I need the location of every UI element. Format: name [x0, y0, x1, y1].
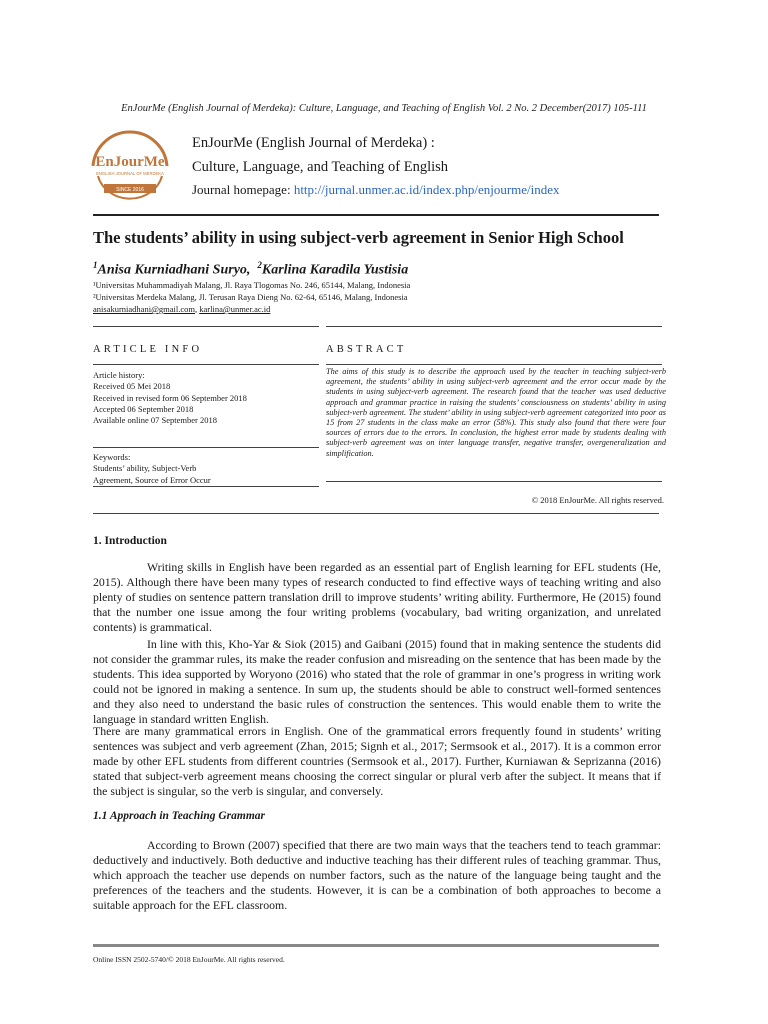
author2-sup: 2 — [257, 260, 262, 270]
abstract-top-rule — [326, 326, 662, 327]
paragraph-2: In line with this, Kho-Yar & Siok (2015) and Gaibani (2015) found that in making sentence the students did not consider the grammar rules, its make the reader confusion and misreading on the sentence that has been made by the students. This idea supported by Woryono (2016) who stated that the role of grammar in one’s progress in writing work could not be ignored in making a sentence. In sum up, the students should be able to construct well-formed sentences and they also need to understand the basic rules of construction the sentences. This would enable them to write the language in standard written English. — [93, 637, 661, 727]
journal-homepage — [192, 182, 560, 198]
keywords-label: Keywords: — [93, 452, 131, 462]
paragraph-3: There are many grammatical errors in English. One of the grammatical errors frequently found in students’ writing sentences was subject and verb agreement (Zhan, 2015; Signh et al., 2017; Sermsook et al., 2017). It is a common error made by other EFL students from different countries (Sermsook et al., 2017). Further, Kurniawan & Seprizanna (2016) stated that subject-verb agreement means choosing the correct singular or plural verb after the subject. It means that if the subject is singular, so the verb is singular, and conversely. — [93, 724, 661, 799]
date-received: Received 05 Mei 2018 — [93, 381, 171, 392]
logo-subtext: ENGLISH JOURNAL OF MERDEKA — [96, 171, 164, 176]
email-separator: , — [195, 304, 200, 314]
history-label: Article history: — [93, 370, 145, 380]
author-emails — [93, 304, 270, 314]
copyright: © 2018 EnJourMe. All rights reserved. — [531, 495, 664, 505]
date-revised: Received in revised form 06 September 2018 — [93, 392, 247, 403]
abstract-text: The aims of this study is to describe the approach used by the teacher in teaching subject-verb agreement, the students’ ability in using subject-verb agreement and the error occur made by the students in using subject-verb agreement. The research found that the teacher was used deductive approach and grammar practice in raising the students’ consciousness on students’ ability in using subject-verb agreement. The student’ ability in using subject-verb agreement categorized into poor as 15 from 27 students in the class make an error (58%). This study also found that there were four sources of errors due to the errors. In conclusion, the highest error made by students dealing with subject-verb agreement was on inter language transfer, negative transfer, overgeneralization and simplification. — [326, 367, 666, 458]
logo-since: SINCE 2016 — [116, 187, 144, 193]
abstract-section-rule — [93, 513, 659, 514]
footer-issn: Online ISSN 2502-5740/© 2018 EnJourMe. All rights reserved. — [93, 955, 285, 964]
paragraph-1: Writing skills in English have been regarded as an essential part of English learning for EFL students (He, 2015). Although there have been many types of research conducted to find effective ways of teaching writing and also plenty of studies on sentence pattern translation drill to improve students’ writing ability. Furthermore, He (2015) found that the number one issue among the four writing problems (vocabulary, bad writing organization, and unrelated contents) is grammatical. — [93, 560, 661, 635]
info-label-rule — [93, 364, 319, 365]
paragraph-4: According to Brown (2007) specified that there are two main ways that the teachers tend to teach grammar: deductively and inductively. Both deductive and inductive teaching has their different rules of teaching grammar. Thus, which approach the teacher use depends on number factors, such as the nature of the language being taught and the preferences of the teachers and the students. However, it is can be a combination of both approaches to become a suitable approach for the EFL classroom. — [93, 838, 661, 913]
history-block — [93, 370, 247, 426]
info-top-rule — [93, 326, 319, 327]
keywords-block — [93, 452, 211, 486]
logo-wordmark: EnJourMe — [95, 154, 165, 170]
footer-divider — [93, 944, 659, 947]
date-online: Available online 07 September 2018 — [93, 415, 218, 426]
journal-logo — [90, 130, 170, 204]
journal-title: EnJourMe (English Journal of Merdeka) : — [192, 135, 435, 151]
homepage-link[interactable]: http://jurnal.unmer.ac.id/index.php/enjourme/index — [293, 182, 560, 197]
keywords-line-1: Students’ ability, Subject-Verb — [93, 463, 197, 474]
intro-heading: 1. Introduction — [93, 535, 167, 547]
author2: Karlina Karadila Yustisia — [261, 262, 409, 278]
homepage-label: Journal homepage: — [192, 182, 294, 197]
keywords-rule — [93, 447, 319, 448]
abstract-label-rule — [326, 364, 662, 365]
abstract-bottom-rule — [326, 481, 662, 482]
paper-title: The students’ ability in using subject-verb agreement in Senior High School — [93, 228, 624, 247]
header-divider — [93, 214, 659, 216]
journal-subtitle: Culture, Language, and Teaching of English — [192, 159, 449, 175]
affiliation-1: ¹Universitas Muhammadiyah Malang, Jl. Raya Tlogomas No. 246, 65144, Malang, Indonesia — [93, 280, 411, 290]
author1-sup: 1 — [93, 260, 98, 270]
email-link-2[interactable]: karlina@unmer.ac.id — [199, 304, 271, 314]
keywords-line-2: Agreement, Source of Error Occur — [93, 474, 211, 485]
subsection-heading: 1.1 Approach in Teaching Grammar — [93, 810, 265, 822]
abstract-label: ABSTRACT — [326, 344, 407, 355]
running-head: EnJourMe (English Journal of Merdeka): Culture, Language, and Teaching of English Vol. 2 No. 2 December(2017) 105-111 — [121, 103, 647, 114]
info-bottom-rule — [93, 486, 319, 487]
email-link-1[interactable]: anisakurniadhani@gmail.com — [93, 304, 196, 314]
journal-header — [90, 128, 690, 208]
date-accepted: Accepted 06 September 2018 — [93, 403, 194, 414]
article-info-label: ARTICLE INFO — [93, 344, 203, 355]
affiliation-2: ²Universitas Merdeka Malang, Jl. Terusan Raya Dieng No. 62-64, 65146, Malang, Indonesia — [93, 292, 408, 302]
authors — [93, 260, 408, 279]
author1: Anisa Kurniadhani Suryo, — [97, 262, 251, 278]
